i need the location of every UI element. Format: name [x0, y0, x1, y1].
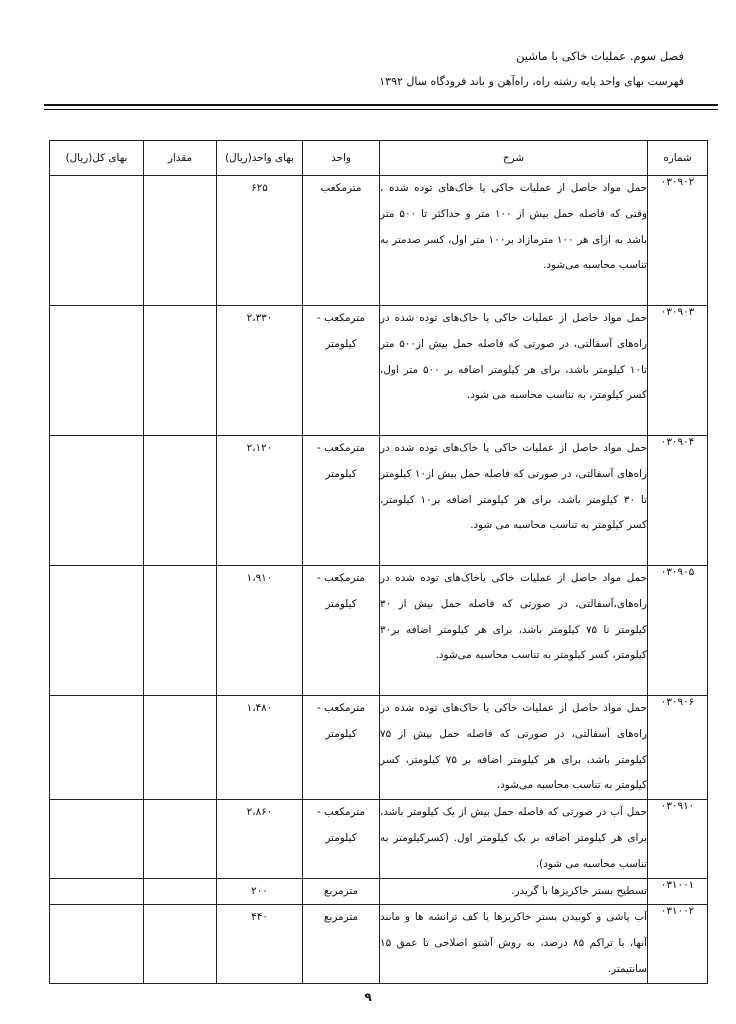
header-unit-price: بهای واحد(ریال): [217, 141, 303, 176]
row-number: ۰۳۰۹۰۶: [648, 696, 708, 800]
row-number: ۰۳۰۹۰۵: [648, 566, 708, 696]
table-row: [50, 905, 708, 983]
header-quantity: مقدار: [144, 141, 217, 176]
row-number: ۰۳۰۹۰۴: [648, 436, 708, 566]
list-title: فهرست بهای واحد پایه رشته راه، راه‌آهن و باند فرودگاه سال ۱۳۹۲: [379, 75, 684, 88]
row-unit: مترمکعب - کیلومتر: [303, 800, 380, 878]
row-description: حمل مواد حاصل از عملیات خاکی یا خاک‌های توده شده در راه‌های آسفالتی، در صورتی که فاصله حمل بیش از۵۰۰ متر تا۱۰ کیلومتر باشد، برای هر کیلومتر اضافه بر ۵۰۰ متر اول، کسر کیلومتر، به تناسب محاسبه می شود.: [380, 306, 648, 436]
row-quantity: [144, 176, 217, 306]
chapter-title: فصل سوم. عملیات خاکی با ماشین: [516, 49, 684, 63]
row-quantity: [144, 878, 217, 905]
row-unit: مترمکعب - کیلومتر: [303, 436, 380, 566]
row-unit: مترمکعب: [303, 176, 380, 306]
row-unit: مترمکعب - کیلومتر: [303, 566, 380, 696]
table-row: [50, 566, 708, 696]
row-quantity: [144, 306, 217, 436]
price-table: [49, 140, 708, 984]
row-description: حمل مواد حاصل از عملیات خاکی یا خاک‌های توده شده در راه‌های آسفالتی، در صورتی که فاصله حمل بیش از ۷۵ کیلومتر باشد، برای هر کیلومتر اضافه بر ۷۵ کیلومتر، کسر کیلومتر به تناسب محاسبه می‌شود.: [380, 696, 648, 800]
row-description: حمل مواد حاصل از عملیات خاکی یا خاک‌های توده شده در راه‌های آسفالتی، در صورتی که فاصله حمل بیش از۱۰ کیلومتر تا ۳۰ کیلومتر باشد، برای هر کیلومتر اضافه بر۱۰ کیلومتر، کسر کیلومتر به تناسب محاسبه می شود.: [380, 436, 648, 566]
row-total-price: [50, 696, 144, 800]
header-rule-thick: [44, 104, 718, 106]
table-row: [50, 878, 708, 905]
row-number: ۰۳۰۹۰۳: [648, 306, 708, 436]
header-rule-thin: [44, 109, 718, 110]
row-unit-price: ۲،۳۳۰: [217, 306, 303, 436]
row-number: ۰۳۰۹۱۰: [648, 800, 708, 878]
row-unit-price: ۴۴۰: [217, 905, 303, 983]
row-unit-price: ۱،۴۸۰: [217, 696, 303, 800]
table-row: [50, 306, 708, 436]
row-total-price: [50, 436, 144, 566]
row-description: آب پاشی و کوبیدن بستر خاکریزها یا کف ترانشه ها و مانند آنها، با تراکم ۸۵ درصد، به روش آشتو اصلاحی تا عمق ۱۵ سانتیمتر.: [380, 905, 648, 983]
row-number: ۰۳۱۰۰۲: [648, 905, 708, 983]
table-header-row: [50, 141, 708, 176]
row-quantity: [144, 566, 217, 696]
row-unit: مترمکعب - کیلومتر: [303, 696, 380, 800]
row-description: حمل مواد حاصل از عملیات خاکی یا خاک‌های توده شده ، وقتی که فاصله حمل بیش از ۱۰۰ متر و حداکثر تا ۵۰۰ متر باشد به ازای هر ۱۰۰ مترمازاد بر۱۰۰ متر اول، کسر صدمتر به تناسب محاسبه می‌شود.: [380, 176, 648, 306]
row-unit: مترمربع: [303, 878, 380, 905]
row-quantity: [144, 800, 217, 878]
header-unit: واحد: [303, 141, 380, 176]
header-number: شماره: [648, 141, 708, 176]
row-total-price: [50, 176, 144, 306]
row-number: ۰۳۰۹۰۲: [648, 176, 708, 306]
table-row: [50, 176, 708, 306]
row-description: تسطیح بستر خاکریزها با گریدر.: [380, 878, 648, 905]
row-unit: مترمربع: [303, 905, 380, 983]
row-unit-price: ۲،۸۶۰: [217, 800, 303, 878]
row-quantity: [144, 696, 217, 800]
row-unit-price: ۲،۱۲۰: [217, 436, 303, 566]
header-description: شرح: [380, 141, 648, 176]
row-total-price: [50, 905, 144, 983]
row-unit: مترمکعب - کیلومتر: [303, 306, 380, 436]
row-total-price: [50, 878, 144, 905]
header-total-price: بهای کل(ریال): [50, 141, 144, 176]
row-unit-price: ۲۰۰: [217, 878, 303, 905]
row-description: حمل مواد حاصل از عملیات خاکی یاخاک‌های توده شده در راه‌های،آسفالتی، در صورتی که فاصله حمل بیش از ۳۰ کیلومتر تا ۷۵ کیلومتر باشد، برای هر کیلومتر اضافه بر۳۰ کیلومتر، کسر کیلومتر به تناسب محاسبه می‌شود.: [380, 566, 648, 696]
page-header: [44, 48, 684, 90]
row-total-price: [50, 566, 144, 696]
table-row: [50, 696, 708, 800]
page-number: ۹: [364, 990, 372, 1004]
row-number: ۰۳۱۰۰۱: [648, 878, 708, 905]
row-quantity: [144, 905, 217, 983]
row-description: حمل آب در صورتی که فاصله حمل بیش از یک کیلومتر باشد، برای هر کیلومتر اضافه بر یک کیلومتر اول. (کسرکیلومتر به تناسب محاسبه می شود).: [380, 800, 648, 878]
table-row: [50, 436, 708, 566]
row-total-price: [50, 800, 144, 878]
row-unit-price: ۱،۹۱۰: [217, 566, 303, 696]
row-quantity: [144, 436, 217, 566]
table-body: [50, 176, 708, 984]
table-row: [50, 800, 708, 878]
row-unit-price: ۶۲۵: [217, 176, 303, 306]
row-total-price: [50, 306, 144, 436]
